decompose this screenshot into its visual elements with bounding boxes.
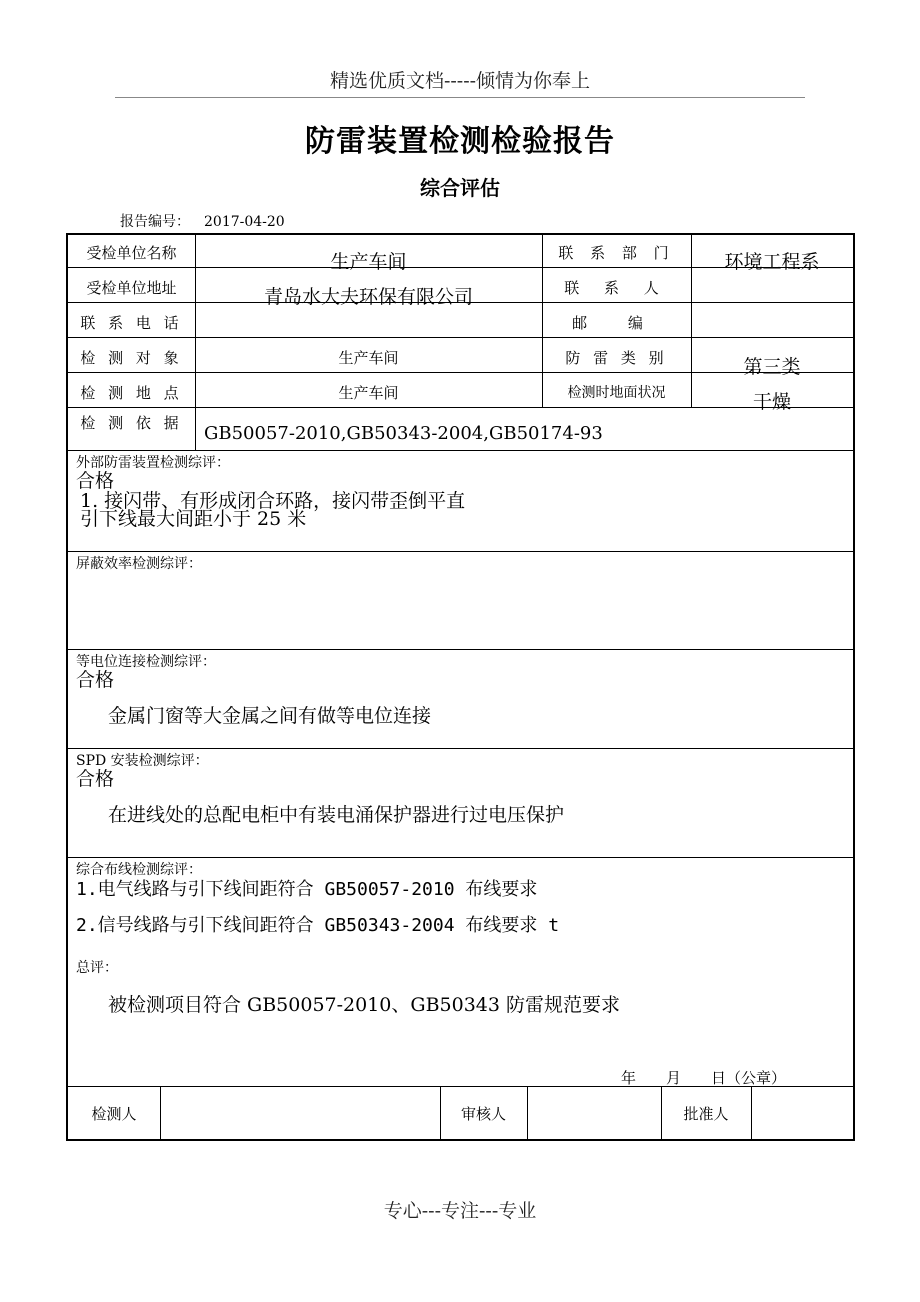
equipotential-line-1: 金属门窗等大金属之间有做等电位连接 (108, 705, 432, 727)
contact-dept-value: 环境工程系 (724, 251, 820, 273)
row-divider (68, 748, 853, 749)
unit-name-label: 受检单位名称 (86, 244, 177, 262)
unit-name-value: 生产车间 (330, 251, 407, 273)
test-object-value: 生产车间 (338, 349, 399, 367)
lightning-class-label: 防 雷 类 别 (565, 349, 668, 367)
spd-result: 合格 (76, 768, 115, 790)
page-header-note: 精选优质文档-----倾情为你奉上 (329, 70, 591, 92)
row-divider (68, 649, 853, 650)
report-number-value: 2017-04-20 (204, 214, 285, 230)
approver-label: 批准人 (683, 1105, 729, 1123)
header-divider (115, 97, 805, 98)
equipotential-section-title: 等电位连接检测综评： (76, 654, 216, 670)
spd-line-1: 在进线处的总配电柜中有装电涌保护器进行过电压保护 (108, 804, 565, 826)
contact-dept-label: 联 系 部 门 (558, 244, 675, 262)
row-divider (68, 450, 853, 451)
test-object-label: 检 测 对 象 (80, 349, 183, 367)
external-section-title: 外部防雷装置检测综评： (76, 455, 230, 471)
postcode-label: 邮 编 (572, 314, 661, 332)
ground-condition-value: 干燥 (752, 391, 791, 413)
reviewer-label: 审核人 (460, 1105, 506, 1123)
wiring-line-1: 1.电气线路与引下线间距符合 GB50057-2010 布线要求 (76, 879, 538, 900)
report-number-label: 报告编号： (120, 214, 190, 230)
col-divider (751, 1086, 752, 1139)
wiring-line-2: 2.信号线路与引下线间距符合 GB50343-2004 布线要求 t (76, 915, 560, 936)
row-divider (68, 337, 853, 338)
test-basis-value: GB50057-2010,GB50343-2004,GB50174-93 (204, 423, 603, 444)
col-divider (527, 1086, 528, 1139)
page-footer-note: 专心---专注---专业 (383, 1200, 537, 1222)
contact-person-label: 联 系 人 (564, 279, 669, 297)
equipotential-result: 合格 (76, 669, 115, 691)
report-table (66, 233, 855, 1141)
test-location-label: 检 测 地 点 (80, 384, 183, 402)
unit-address-value: 青岛水大夫环保有限公司 (263, 286, 473, 308)
report-number (120, 211, 285, 231)
external-result: 合格 (76, 470, 115, 492)
report-title: 防雷装置检测检验报告 (305, 124, 615, 159)
report-subtitle: 综合评估 (420, 176, 500, 200)
seal-date: 年 月 日（公章） (621, 1069, 787, 1087)
shield-section-title: 屏蔽效率检测综评： (76, 556, 202, 572)
overall-line-1: 被检测项目符合 GB50057-2010、GB50343 防雷规范要求 (108, 994, 621, 1016)
test-basis-label: 检 测 依 据 (80, 414, 183, 432)
lightning-class-value: 第三类 (743, 356, 801, 378)
col-divider (160, 1086, 161, 1139)
overall-section-title: 总评： (76, 960, 118, 976)
spd-section-title: SPD 安装检测综评： (76, 753, 209, 769)
external-line-1: 1. 接闪带、有形成闭合环路，接闪带歪倒平直 (80, 490, 466, 512)
phone-label: 联 系 电 话 (80, 314, 183, 332)
external-line-2: 引下线最大间距小于 25 米 (80, 508, 307, 530)
ground-condition-label: 检测时地面状况 (567, 385, 666, 401)
row-divider (68, 857, 853, 858)
inspector-label: 检测人 (91, 1105, 137, 1123)
row-divider (68, 551, 853, 552)
unit-address-label: 受检单位地址 (86, 279, 177, 297)
wiring-section-title: 综合布线检测综评： (76, 862, 202, 878)
test-location-value: 生产车间 (338, 384, 399, 402)
